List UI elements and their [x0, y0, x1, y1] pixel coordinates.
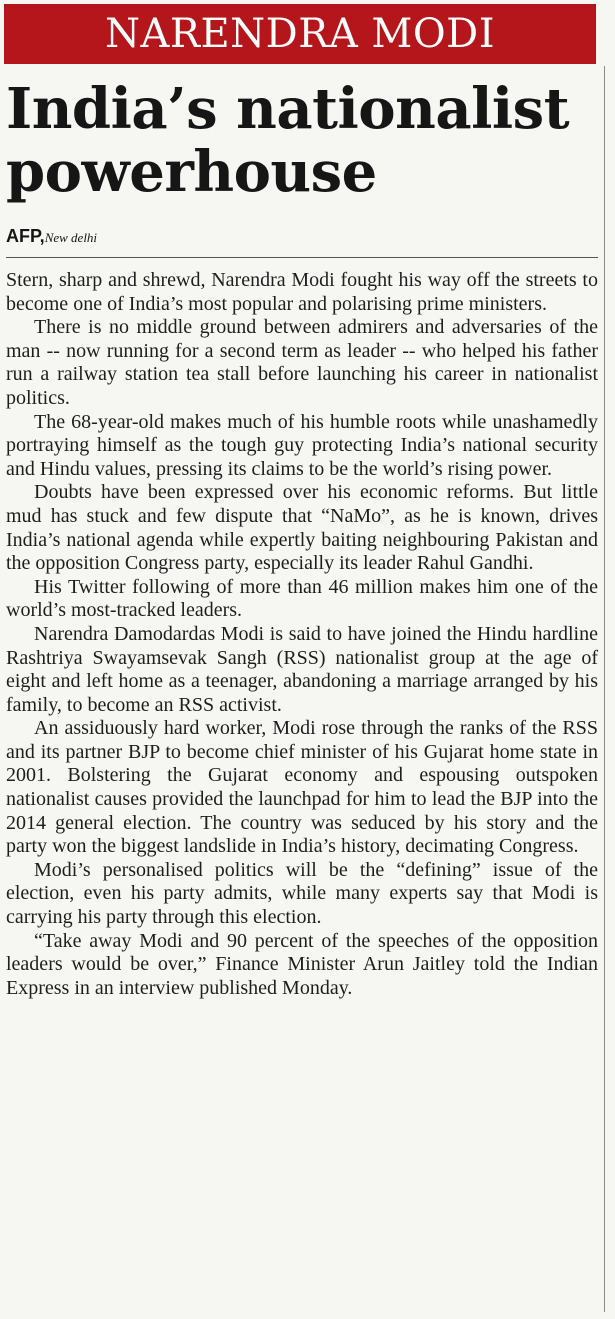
byline-dateline: New delhi [44, 230, 98, 245]
article-paragraph: There is no middle ground between admirers and adversaries of the man -- now running for a second term as leader -- who helped his father run a railway station tea stall before launching his career in nationalist politics. [6, 316, 598, 409]
article-paragraph: Stern, sharp and shrewd, Narendra Modi fought his way off the streets to become one of India’s most popular and polarising prime ministers. [6, 269, 598, 315]
article-paragraph: Narendra Damodardas Modi is said to have joined the Hindu hardline Rashtriya Swayamsevak Sangh (RSS) nationalist group at the age of eight and left home as a teenager, abandoning a marriage arranged by his family, to become an RSS activist. [6, 622, 598, 716]
byline-divider [6, 257, 598, 258]
column-rule [604, 66, 605, 1312]
article-paragraph: Modi’s personalised politics will be the “defining” issue of the election, even his party admits, while many experts say that Modi is carrying his party through this election. [6, 858, 598, 929]
section-banner: NARENDRA MODI [4, 4, 596, 64]
article-paragraph: The 68-year-old makes much of his humble roots while unashamedly portraying himself as the tough guy protecting India’s national security and Hindu values, pressing its claims to be the world’s rising power. [6, 410, 598, 480]
article-paragraph: “Take away Modi and 90 percent of the speeches of the opposition leaders would be over,” Finance Minister Arun Jaitley told the Indian Express in an interview published Monday. [6, 929, 598, 999]
byline-agency: AFP, [6, 226, 45, 246]
article-paragraph: An assiduously hard worker, Modi rose through the ranks of the RSS and its partner BJP to become chief minister of his Gujarat home state in 2001. Bolstering the Gujarat economy and espousing outspoken nationalist causes provided the launchpad for him to lead the BJP into the 2014 general election. The country was seduced by his story and the party won the biggest landslide in India’s history, decimating Congress. [6, 717, 598, 858]
article-body [6, 269, 598, 1000]
article-headline: India’s nationalist powerhouse [6, 76, 570, 205]
article-paragraph: Doubts have been expressed over his economic reforms. But little mud has stuck and few dispute that “NaMo”, as he is known, drives India’s national agenda while expertly baiting neighbouring Pakistan and the opposition Congress party, especially its leader Rahul Gandhi. [6, 481, 598, 575]
article-paragraph: His Twitter following of more than 46 million makes him one of the world’s most-tracked leaders. [6, 575, 598, 622]
byline [6, 226, 97, 247]
